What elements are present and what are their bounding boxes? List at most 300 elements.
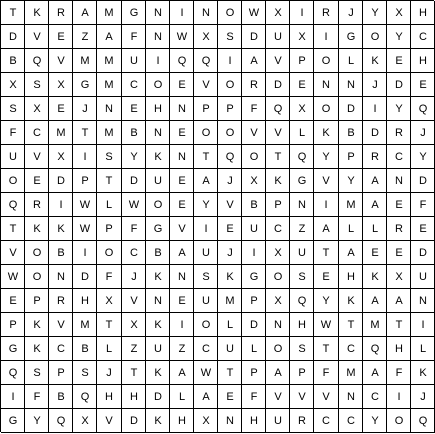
grid-cell[interactable]: O bbox=[104, 247, 114, 259]
grid-cell[interactable]: C bbox=[202, 343, 210, 355]
grid-cell[interactable]: X bbox=[298, 103, 306, 115]
grid-cell[interactable]: Q bbox=[418, 415, 428, 427]
grid-cell[interactable]: O bbox=[153, 79, 163, 91]
grid-cell[interactable]: B bbox=[130, 127, 138, 139]
grid-cell[interactable]: F bbox=[250, 103, 258, 115]
grid-cell[interactable]: T bbox=[322, 343, 330, 355]
grid-cell[interactable]: N bbox=[105, 103, 113, 115]
grid-cell[interactable]: V bbox=[57, 319, 65, 331]
grid-cell[interactable]: A bbox=[81, 7, 89, 19]
grid-cell[interactable]: K bbox=[33, 7, 41, 19]
grid-cell[interactable]: V bbox=[274, 391, 282, 403]
grid-cell[interactable]: Y bbox=[371, 415, 379, 427]
grid-cell[interactable]: D bbox=[250, 319, 258, 331]
grid-cell[interactable]: E bbox=[178, 175, 186, 187]
grid-cell[interactable]: S bbox=[9, 103, 17, 115]
grid-cell[interactable]: T bbox=[130, 367, 138, 379]
grid-cell[interactable]: F bbox=[105, 271, 113, 283]
grid-cell[interactable]: L bbox=[371, 223, 379, 235]
grid-cell[interactable]: Y bbox=[347, 175, 355, 187]
grid-cell[interactable]: X bbox=[274, 247, 282, 259]
grid-cell[interactable]: A bbox=[371, 175, 379, 187]
grid-cell[interactable]: J bbox=[82, 103, 88, 115]
grid-cell[interactable]: V bbox=[322, 391, 330, 403]
grid-cell[interactable]: X bbox=[33, 103, 41, 115]
grid-cell[interactable]: M bbox=[104, 79, 114, 91]
grid-cell[interactable]: I bbox=[324, 199, 328, 211]
grid-cell[interactable]: F bbox=[250, 391, 258, 403]
grid-cell[interactable]: X bbox=[395, 7, 403, 19]
grid-cell[interactable]: N bbox=[154, 295, 162, 307]
grid-cell[interactable]: I bbox=[156, 55, 160, 67]
grid-cell[interactable]: D bbox=[130, 415, 138, 427]
grid-cell[interactable]: U bbox=[419, 271, 427, 283]
grid-cell[interactable]: Y bbox=[395, 103, 403, 115]
grid-cell[interactable]: O bbox=[32, 247, 42, 259]
grid-cell[interactable]: C bbox=[322, 415, 330, 427]
grid-cell[interactable]: P bbox=[202, 103, 210, 115]
grid-cell[interactable]: K bbox=[154, 367, 162, 379]
grid-cell[interactable]: N bbox=[395, 175, 403, 187]
grid-cell[interactable]: A bbox=[322, 223, 330, 235]
grid-cell[interactable]: H bbox=[154, 103, 162, 115]
grid-cell[interactable]: D bbox=[81, 271, 89, 283]
grid-cell[interactable]: U bbox=[154, 175, 162, 187]
grid-cell[interactable]: F bbox=[419, 199, 427, 211]
grid-cell[interactable]: L bbox=[250, 343, 258, 355]
grid-cell[interactable]: F bbox=[9, 127, 17, 139]
grid-cell[interactable]: U bbox=[298, 247, 306, 259]
grid-cell[interactable]: X bbox=[274, 7, 282, 19]
grid-cell[interactable]: B bbox=[347, 127, 355, 139]
grid-cell[interactable]: L bbox=[347, 55, 355, 67]
grid-cell[interactable]: H bbox=[105, 391, 113, 403]
grid-cell[interactable]: W bbox=[79, 199, 91, 211]
grid-cell[interactable]: E bbox=[57, 31, 65, 43]
grid-cell[interactable]: D bbox=[347, 103, 355, 115]
grid-cell[interactable]: P bbox=[105, 223, 113, 235]
grid-cell[interactable]: V bbox=[33, 151, 41, 163]
grid-cell[interactable]: N bbox=[178, 151, 186, 163]
grid-cell[interactable]: K bbox=[154, 415, 162, 427]
grid-cell[interactable]: Q bbox=[177, 55, 187, 67]
grid-cell[interactable]: A bbox=[250, 55, 258, 67]
grid-cell[interactable]: X bbox=[9, 79, 17, 91]
grid-cell[interactable]: N bbox=[419, 295, 427, 307]
grid-cell[interactable]: P bbox=[274, 199, 282, 211]
grid-cell[interactable]: O bbox=[273, 271, 283, 283]
grid-cell[interactable]: E bbox=[178, 295, 186, 307]
grid-cell[interactable]: H bbox=[81, 295, 89, 307]
grid-cell[interactable]: K bbox=[33, 223, 41, 235]
grid-cell[interactable]: X bbox=[57, 79, 65, 91]
grid-cell[interactable]: G bbox=[8, 415, 18, 427]
grid-cell[interactable]: T bbox=[81, 127, 89, 139]
grid-cell[interactable]: O bbox=[201, 127, 211, 139]
grid-cell[interactable]: Q bbox=[80, 391, 90, 403]
grid-cell[interactable]: K bbox=[274, 175, 282, 187]
grid-cell[interactable]: L bbox=[105, 199, 113, 211]
grid-cell[interactable]: A bbox=[178, 367, 186, 379]
grid-cell[interactable]: X bbox=[57, 151, 65, 163]
grid-cell[interactable]: C bbox=[57, 343, 65, 355]
grid-cell[interactable]: M bbox=[104, 7, 114, 19]
grid-cell[interactable]: P bbox=[33, 295, 41, 307]
grid-cell[interactable]: A bbox=[202, 391, 210, 403]
grid-cell[interactable]: B bbox=[250, 199, 258, 211]
grid-cell[interactable]: K bbox=[154, 151, 162, 163]
grid-cell[interactable]: E bbox=[130, 103, 138, 115]
grid-cell[interactable]: M bbox=[104, 55, 114, 67]
grid-cell[interactable]: U bbox=[202, 295, 210, 307]
grid-cell[interactable]: J bbox=[106, 367, 112, 379]
grid-cell[interactable]: N bbox=[154, 7, 162, 19]
grid-cell[interactable]: X bbox=[202, 415, 210, 427]
grid-cell[interactable]: P bbox=[57, 367, 65, 379]
grid-cell[interactable]: O bbox=[153, 199, 163, 211]
grid-cell[interactable]: L bbox=[178, 391, 186, 403]
grid-cell[interactable]: T bbox=[9, 223, 17, 235]
grid-cell[interactable]: O bbox=[394, 415, 404, 427]
grid-cell[interactable]: V bbox=[33, 31, 41, 43]
grid-cell[interactable]: W bbox=[7, 271, 19, 283]
grid-cell[interactable]: Y bbox=[419, 151, 427, 163]
grid-cell[interactable]: V bbox=[226, 199, 234, 211]
grid-cell[interactable]: Q bbox=[8, 367, 18, 379]
grid-cell[interactable]: P bbox=[347, 151, 355, 163]
grid-cell[interactable]: K bbox=[57, 223, 65, 235]
grid-cell[interactable]: E bbox=[298, 79, 306, 91]
grid-cell[interactable]: U bbox=[9, 151, 17, 163]
grid-cell[interactable]: I bbox=[397, 391, 401, 403]
grid-cell[interactable]: R bbox=[298, 415, 306, 427]
grid-cell[interactable]: R bbox=[57, 7, 65, 19]
grid-cell[interactable]: E bbox=[322, 271, 330, 283]
grid-cell[interactable]: D bbox=[9, 31, 17, 43]
grid-cell[interactable]: S bbox=[226, 31, 234, 43]
grid-cell[interactable]: C bbox=[130, 247, 138, 259]
grid-cell[interactable]: N bbox=[57, 271, 65, 283]
grid-cell[interactable]: T bbox=[274, 151, 282, 163]
grid-cell[interactable]: X bbox=[105, 295, 113, 307]
grid-cell[interactable]: G bbox=[80, 79, 90, 91]
grid-cell[interactable]: Z bbox=[178, 343, 186, 355]
grid-cell[interactable]: N bbox=[202, 7, 210, 19]
grid-cell[interactable]: N bbox=[154, 127, 162, 139]
grid-cell[interactable]: Z bbox=[81, 31, 89, 43]
grid-cell[interactable]: N bbox=[178, 271, 186, 283]
grid-cell[interactable]: J bbox=[420, 127, 426, 139]
grid-cell[interactable]: J bbox=[227, 247, 233, 259]
grid-cell[interactable]: E bbox=[226, 223, 234, 235]
grid-cell[interactable]: K bbox=[33, 343, 41, 355]
grid-cell[interactable]: X bbox=[250, 175, 258, 187]
grid-cell[interactable]: G bbox=[346, 31, 356, 43]
grid-cell[interactable]: K bbox=[371, 271, 379, 283]
grid-cell[interactable]: S bbox=[33, 79, 41, 91]
grid-cell[interactable]: D bbox=[130, 175, 138, 187]
grid-cell[interactable]: E bbox=[33, 175, 41, 187]
grid-cell[interactable]: F bbox=[130, 31, 138, 43]
grid-cell[interactable]: S bbox=[81, 367, 89, 379]
grid-cell[interactable]: O bbox=[370, 31, 380, 43]
grid-cell[interactable]: U bbox=[274, 415, 282, 427]
grid-cell[interactable]: I bbox=[180, 319, 184, 331]
grid-cell[interactable]: K bbox=[226, 271, 234, 283]
grid-cell[interactable]: A bbox=[371, 199, 379, 211]
grid-cell[interactable]: C bbox=[130, 79, 138, 91]
grid-cell[interactable]: X bbox=[274, 295, 282, 307]
grid-cell[interactable]: E bbox=[395, 55, 403, 67]
grid-cell[interactable]: F bbox=[130, 223, 138, 235]
grid-cell[interactable]: I bbox=[252, 247, 256, 259]
grid-cell[interactable]: N bbox=[347, 79, 355, 91]
grid-cell[interactable]: R bbox=[33, 199, 41, 211]
grid-cell[interactable]: Q bbox=[297, 295, 307, 307]
grid-cell[interactable]: L bbox=[419, 343, 427, 355]
grid-cell[interactable]: N bbox=[226, 415, 234, 427]
grid-cell[interactable]: G bbox=[153, 223, 163, 235]
grid-cell[interactable]: N bbox=[298, 199, 306, 211]
grid-cell[interactable]: L bbox=[226, 319, 234, 331]
grid-cell[interactable]: I bbox=[373, 103, 377, 115]
grid-cell[interactable]: V bbox=[250, 127, 258, 139]
grid-cell[interactable]: K bbox=[371, 55, 379, 67]
grid-cell[interactable]: T bbox=[105, 319, 113, 331]
grid-cell[interactable]: I bbox=[421, 319, 425, 331]
grid-cell[interactable]: V bbox=[202, 79, 210, 91]
grid-cell[interactable]: Q bbox=[297, 151, 307, 163]
grid-cell[interactable]: R bbox=[322, 7, 330, 19]
grid-cell[interactable]: K bbox=[347, 295, 355, 307]
grid-cell[interactable]: F bbox=[395, 367, 403, 379]
grid-cell[interactable]: R bbox=[395, 127, 403, 139]
grid-cell[interactable]: D bbox=[154, 391, 162, 403]
grid-cell[interactable]: W bbox=[128, 199, 140, 211]
grid-cell[interactable]: I bbox=[11, 391, 15, 403]
grid-cell[interactable]: O bbox=[321, 55, 331, 67]
grid-cell[interactable]: T bbox=[322, 247, 330, 259]
grid-cell[interactable]: N bbox=[274, 319, 282, 331]
grid-cell[interactable]: M bbox=[370, 319, 380, 331]
grid-cell[interactable]: H bbox=[298, 319, 306, 331]
grid-cell[interactable]: J bbox=[227, 175, 233, 187]
grid-cell[interactable]: L bbox=[105, 343, 113, 355]
grid-cell[interactable]: U bbox=[202, 247, 210, 259]
grid-cell[interactable]: W bbox=[200, 367, 212, 379]
grid-cell[interactable]: D bbox=[250, 31, 258, 43]
grid-cell[interactable]: D bbox=[419, 175, 427, 187]
grid-cell[interactable]: I bbox=[83, 151, 87, 163]
grid-cell[interactable]: H bbox=[419, 7, 427, 19]
grid-cell[interactable]: C bbox=[419, 31, 427, 43]
grid-cell[interactable]: D bbox=[274, 79, 282, 91]
grid-cell[interactable]: T bbox=[9, 7, 17, 19]
grid-cell[interactable]: T bbox=[202, 151, 210, 163]
grid-cell[interactable]: E bbox=[9, 295, 17, 307]
grid-cell[interactable]: R bbox=[395, 223, 403, 235]
grid-cell[interactable]: R bbox=[57, 295, 65, 307]
grid-cell[interactable]: F bbox=[322, 367, 330, 379]
grid-cell[interactable]: E bbox=[178, 127, 186, 139]
grid-cell[interactable]: I bbox=[204, 223, 208, 235]
grid-cell[interactable]: G bbox=[249, 271, 259, 283]
grid-cell[interactable]: Y bbox=[322, 295, 330, 307]
grid-cell[interactable]: W bbox=[320, 319, 332, 331]
grid-cell[interactable]: H bbox=[347, 271, 355, 283]
grid-cell[interactable]: D bbox=[57, 175, 65, 187]
grid-cell[interactable]: P bbox=[250, 295, 258, 307]
grid-cell[interactable]: D bbox=[395, 79, 403, 91]
grid-cell[interactable]: Q bbox=[56, 415, 66, 427]
grid-cell[interactable]: M bbox=[346, 199, 356, 211]
grid-cell[interactable]: S bbox=[298, 271, 306, 283]
grid-cell[interactable]: O bbox=[249, 151, 259, 163]
grid-cell[interactable]: B bbox=[9, 55, 17, 67]
grid-cell[interactable]: S bbox=[105, 151, 113, 163]
grid-cell[interactable]: E bbox=[419, 79, 427, 91]
grid-cell[interactable]: N bbox=[154, 31, 162, 43]
grid-cell[interactable]: W bbox=[79, 223, 91, 235]
grid-cell[interactable]: X bbox=[130, 319, 138, 331]
grid-cell[interactable]: K bbox=[154, 319, 162, 331]
grid-cell[interactable]: J bbox=[372, 79, 378, 91]
grid-cell[interactable]: K bbox=[322, 127, 330, 139]
grid-cell[interactable]: V bbox=[178, 223, 186, 235]
grid-cell[interactable]: X bbox=[395, 271, 403, 283]
grid-cell[interactable]: R bbox=[250, 79, 258, 91]
grid-cell[interactable]: H bbox=[130, 391, 138, 403]
grid-cell[interactable]: E bbox=[178, 199, 186, 211]
grid-cell[interactable]: G bbox=[129, 7, 139, 19]
grid-cell[interactable]: B bbox=[154, 247, 162, 259]
grid-cell[interactable]: Q bbox=[225, 151, 235, 163]
grid-cell[interactable]: S bbox=[298, 343, 306, 355]
grid-cell[interactable]: H bbox=[178, 415, 186, 427]
grid-cell[interactable]: A bbox=[274, 367, 282, 379]
grid-cell[interactable]: I bbox=[180, 7, 184, 19]
grid-cell[interactable]: E bbox=[178, 79, 186, 91]
grid-cell[interactable]: Q bbox=[8, 199, 18, 211]
grid-cell[interactable]: U bbox=[154, 343, 162, 355]
grid-cell[interactable]: B bbox=[81, 343, 89, 355]
grid-cell[interactable]: Q bbox=[32, 55, 42, 67]
grid-cell[interactable]: T bbox=[395, 319, 403, 331]
grid-cell[interactable]: M bbox=[225, 295, 235, 307]
grid-cell[interactable]: L bbox=[347, 223, 355, 235]
grid-cell[interactable]: K bbox=[154, 271, 162, 283]
grid-cell[interactable]: V bbox=[298, 391, 306, 403]
grid-cell[interactable]: Z bbox=[298, 223, 306, 235]
grid-cell[interactable]: P bbox=[226, 103, 234, 115]
grid-cell[interactable]: N bbox=[322, 79, 330, 91]
grid-cell[interactable]: T bbox=[105, 175, 113, 187]
grid-cell[interactable]: E bbox=[395, 247, 403, 259]
grid-cell[interactable]: H bbox=[419, 55, 427, 67]
grid-cell[interactable]: V bbox=[105, 415, 113, 427]
grid-cell[interactable]: M bbox=[80, 55, 90, 67]
grid-cell[interactable]: A bbox=[105, 31, 113, 43]
grid-cell[interactable]: I bbox=[300, 7, 304, 19]
grid-cell[interactable]: A bbox=[202, 175, 210, 187]
grid-cell[interactable]: V bbox=[57, 55, 65, 67]
grid-cell[interactable]: O bbox=[273, 343, 283, 355]
grid-cell[interactable]: V bbox=[322, 175, 330, 187]
grid-cell[interactable]: M bbox=[104, 127, 114, 139]
grid-cell[interactable]: C bbox=[274, 223, 282, 235]
grid-cell[interactable]: X bbox=[202, 31, 210, 43]
grid-cell[interactable]: S bbox=[202, 271, 210, 283]
grid-cell[interactable]: D bbox=[371, 127, 379, 139]
grid-cell[interactable]: M bbox=[56, 127, 66, 139]
grid-cell[interactable]: D bbox=[419, 247, 427, 259]
grid-cell[interactable]: A bbox=[178, 247, 186, 259]
grid-cell[interactable]: Q bbox=[418, 103, 428, 115]
grid-cell[interactable]: U bbox=[130, 55, 138, 67]
grid-cell[interactable]: Z bbox=[130, 343, 138, 355]
grid-cell[interactable]: U bbox=[274, 31, 282, 43]
grid-cell[interactable]: Q bbox=[201, 55, 211, 67]
grid-cell[interactable]: P bbox=[81, 175, 89, 187]
grid-cell[interactable]: O bbox=[201, 319, 211, 331]
grid-cell[interactable]: S bbox=[33, 367, 41, 379]
grid-cell[interactable]: P bbox=[298, 367, 306, 379]
grid-cell[interactable]: P bbox=[250, 367, 258, 379]
grid-cell[interactable]: A bbox=[371, 367, 379, 379]
grid-cell[interactable]: B bbox=[57, 391, 65, 403]
grid-cell[interactable]: C bbox=[33, 127, 41, 139]
grid-cell[interactable]: I bbox=[59, 199, 63, 211]
grid-cell[interactable]: J bbox=[420, 391, 426, 403]
grid-cell[interactable]: E bbox=[419, 223, 427, 235]
grid-cell[interactable]: O bbox=[225, 127, 235, 139]
grid-cell[interactable]: Y bbox=[395, 31, 403, 43]
grid-cell[interactable]: N bbox=[347, 391, 355, 403]
grid-cell[interactable]: C bbox=[371, 391, 379, 403]
grid-cell[interactable]: J bbox=[348, 7, 354, 19]
grid-cell[interactable]: Y bbox=[130, 151, 138, 163]
grid-cell[interactable]: B bbox=[57, 247, 65, 259]
grid-cell[interactable]: L bbox=[298, 127, 306, 139]
grid-cell[interactable]: O bbox=[225, 7, 235, 19]
grid-cell[interactable]: P bbox=[298, 55, 306, 67]
grid-cell[interactable]: H bbox=[395, 343, 403, 355]
grid-cell[interactable]: X bbox=[298, 31, 306, 43]
grid-cell[interactable]: E bbox=[371, 247, 379, 259]
grid-cell[interactable]: E bbox=[395, 199, 403, 211]
grid-cell[interactable]: U bbox=[226, 343, 234, 355]
grid-cell[interactable]: F bbox=[33, 391, 41, 403]
grid-cell[interactable]: X bbox=[81, 415, 89, 427]
grid-cell[interactable]: G bbox=[297, 175, 307, 187]
grid-cell[interactable]: V bbox=[274, 127, 282, 139]
grid-cell[interactable]: Y bbox=[371, 7, 379, 19]
grid-cell[interactable]: Y bbox=[202, 199, 210, 211]
grid-cell[interactable]: P bbox=[9, 319, 17, 331]
grid-cell[interactable]: U bbox=[250, 223, 258, 235]
grid-cell[interactable]: A bbox=[347, 247, 355, 259]
grid-cell[interactable]: M bbox=[80, 319, 90, 331]
grid-cell[interactable]: J bbox=[131, 271, 137, 283]
grid-cell[interactable]: O bbox=[8, 175, 18, 187]
grid-cell[interactable]: T bbox=[347, 319, 355, 331]
grid-cell[interactable]: A bbox=[371, 295, 379, 307]
grid-cell[interactable]: T bbox=[226, 367, 234, 379]
grid-cell[interactable]: C bbox=[347, 343, 355, 355]
grid-cell[interactable]: V bbox=[130, 295, 138, 307]
grid-cell[interactable]: Q bbox=[273, 103, 283, 115]
grid-cell[interactable]: Q bbox=[370, 343, 380, 355]
